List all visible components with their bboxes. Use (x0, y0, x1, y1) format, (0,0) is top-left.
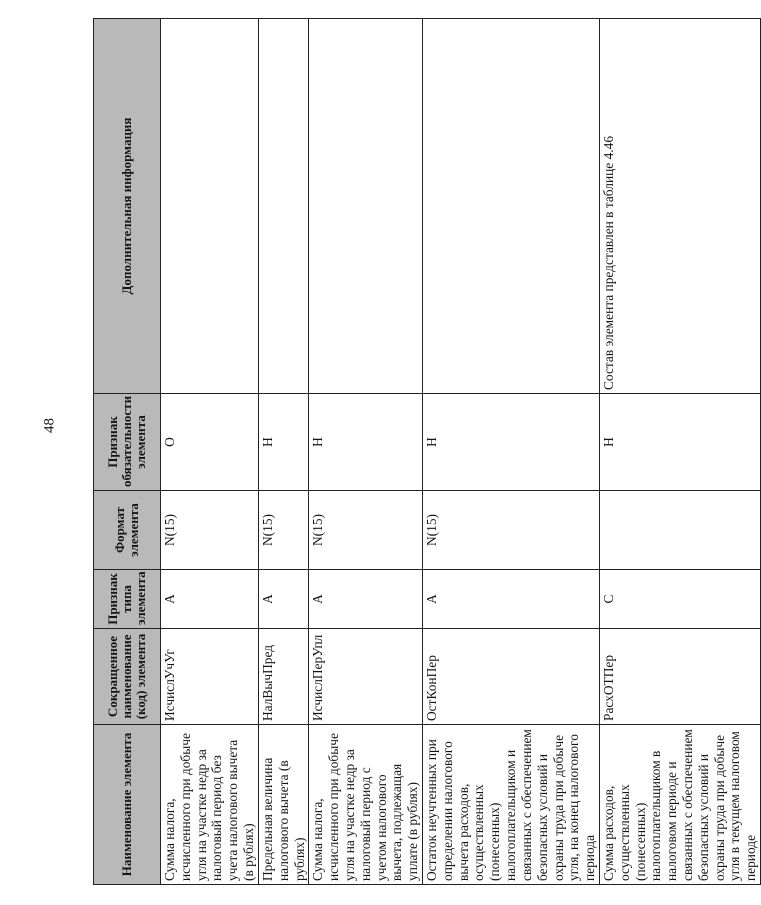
table-row (309, 19, 423, 885)
table-header-row (94, 19, 161, 885)
cell-element-required: Н (309, 394, 423, 491)
cell-element-type: А (258, 570, 308, 629)
header-element-code: Сокращенное наименование (код) элемента (94, 629, 161, 725)
cell-element-type: А (161, 570, 259, 629)
cell-additional-info (258, 19, 308, 394)
cell-element-required: Н (423, 394, 600, 491)
cell-element-name: Сумма расходов, осуществленных (понесенных) налогоплательщиком в налоговом периоде и связанных с обеспечением безопасных условий и охраны труда при добыче угля в текущем налоговом периоде (599, 725, 760, 885)
cell-element-name: Сумма налога, исчисленного при добыче угля на участке недр за налоговый период с учетом налогового вычета, подлежащая уплате (в рублях) (309, 725, 423, 885)
cell-element-type: А (309, 570, 423, 629)
cell-element-name: Сумма налога, исчисленного при добыче угля на участке недр за налоговый период без учета налогового вычета (в рублях) (161, 725, 259, 885)
cell-additional-info: Состав элемента представлен в таблице 4.46 (599, 19, 760, 394)
table-row (423, 19, 600, 885)
header-element-type: Признак типа элемента (94, 570, 161, 629)
cell-element-name: Остаток неучтенных при определении налогового вычета расходов, осуществленных (понесенных) налогоплательщиком и связанных с обеспечением безопасных условий и охраны труда при добыче угля, на конец налогового периода (423, 725, 600, 885)
cell-additional-info (309, 19, 423, 394)
cell-element-format: N(15) (258, 491, 308, 570)
cell-element-required: Н (599, 394, 760, 491)
header-additional-info: Дополнительная информация (94, 19, 161, 394)
cell-element-format (599, 491, 760, 570)
cell-element-required: О (161, 394, 259, 491)
cell-element-code: РасхОТПер (599, 629, 760, 725)
cell-element-code: НалВычПред (258, 629, 308, 725)
header-element-name: Наименование элемента (94, 725, 161, 885)
table-row (258, 19, 308, 885)
cell-additional-info (161, 19, 259, 394)
table-row (599, 19, 760, 885)
cell-element-code: ИсчислПерУпл (309, 629, 423, 725)
cell-element-code: ОстКонПер (423, 629, 600, 725)
cell-element-format: N(15) (423, 491, 600, 570)
cell-element-name: Предельная величина налогового вычета (в рублях) (258, 725, 308, 885)
table-row (161, 19, 259, 885)
cell-element-type: С (599, 570, 760, 629)
cell-element-format: N(15) (161, 491, 259, 570)
cell-element-type: А (423, 570, 600, 629)
rotated-table-container (93, 19, 759, 885)
header-element-required: Признак обязательности элемента (94, 394, 161, 491)
cell-element-format: N(15) (309, 491, 423, 570)
elements-table (93, 18, 761, 885)
cell-additional-info (423, 19, 600, 394)
cell-element-required: Н (258, 394, 308, 491)
header-element-format: Формат элемента (94, 491, 161, 570)
cell-element-code: ИсчислУчУг (161, 629, 259, 725)
page-number: 48 (41, 418, 58, 433)
